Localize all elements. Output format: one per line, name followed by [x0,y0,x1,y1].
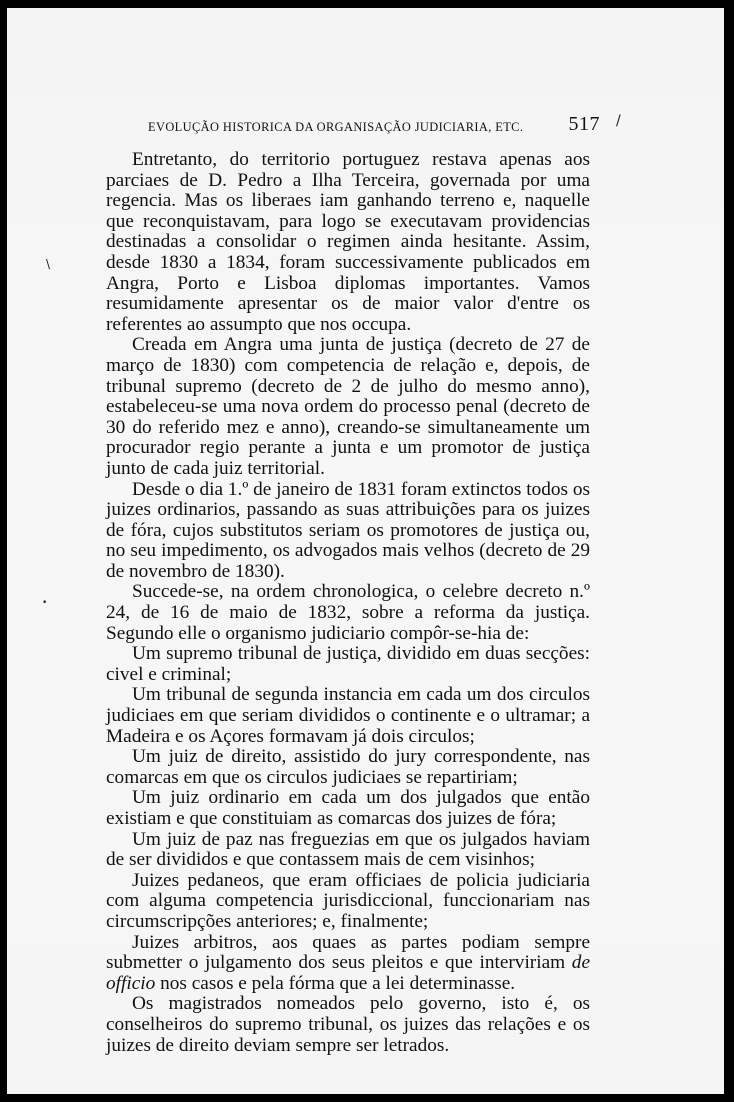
paragraph: Um juiz de direito, assistido do jury correspondente, nas comarcas em que os circulos judiciaes se repartiriam; [106,746,590,788]
paragraph: Juizes pedaneos, que eram officiaes de policia judiciaria com alguma competencia jurisdiccional, funccionariam nas circumscripções anteriores; e, finalmente; [106,869,590,932]
paragraph [106,933,590,995]
paragraph: Os magistrados nomeados pelo governo, isto é, os conselheiros do supremo tribunal, os juizes das relações e os juizes de direito deviam sempre ser letrados. [106,993,590,1056]
paragraph: Entretanto, do territorio portuguez restava apenas aos parciaes de D. Pedro a Ilha Terceira, governada por uma regencia. Mas os liberaes iam ganhando terreno e, naquelle que reconquistavam, para logo se executavam providencias destinadas a consolidar o regimen ainda hesitante. Assim, desde 1830 a 1834, foram successivamente publicados em Angra, Porto e Lisboa diplomas importantes. Vamos resumidamente apresentar os de maior valor d'entre os referentes ao assumpto que nos occupa. [106,149,590,335]
page-header [148,110,600,140]
paragraph: Creada em Angra uma junta de justiça (decreto de 27 de março de 1830) com competencia de relação e, depois, de tribunal supremo (decreto de 2 de julho do mesmo anno), estabeleceu-se uma nova ordem do processo penal (decreto de 30 do referido mez e anno), creando-se simultaneamente um procurador regio perante a junta e um promotor de justiça junto de cada juiz territorial. [106,334,590,479]
italic-phrase: de officio [106,952,590,994]
paragraph: Um juiz ordinario em cada um dos julgados que então existiam e que constituiam as comarcas dos juizes de fóra; [106,787,590,829]
page-mark: / [616,113,621,129]
paragraph: Succede-se, na ordem chronologica, o celebre decreto n.º 24, de 16 de maio de 1832, sobre a reforma da justiça. Segundo elle o organismo judiciario compôr-se-hia de: [106,581,590,644]
paragraph: Desde o dia 1.º de janeiro de 1831 foram extinctos todos os juizes ordinarios, passando as suas attribuições para os juizes de fóra, cujos substitutos seriam os promotores de justiça ou, no seu impedimento, os advogados mais velhos (decreto de 29 de novembro de 1830). [106,478,590,582]
body-text [106,150,590,1056]
paragraph: Um supremo tribunal de justiça, dividido em duas secções: civel e criminal; [106,643,590,685]
page-number: 517 [568,113,600,135]
running-title: EVOLUÇÃO HISTORICA DA ORGANISAÇÃO JUDICIARIA, ETC. [148,120,524,134]
paragraph-text: Juizes arbitros, aos quaes as partes podiam sempre submetter o julgamento dos seus pleitos e que interviriam [106,931,590,974]
page-mark: \ [46,257,51,271]
page-mark: • [42,598,48,608]
paragraph-text: nos casos e pela fórma que a lei determinasse. [160,972,516,994]
paragraph: Um juiz de paz nas freguezias em que os julgados haviam de ser divididos e que contassem mais de cem visinhos; [106,828,590,871]
paragraph: Um tribunal de segunda instancia em cada um dos circulos judiciaes em que seriam divididos o continente e o ultramar; a Madeira e os Açores formavam já dois circulos; [106,684,590,747]
